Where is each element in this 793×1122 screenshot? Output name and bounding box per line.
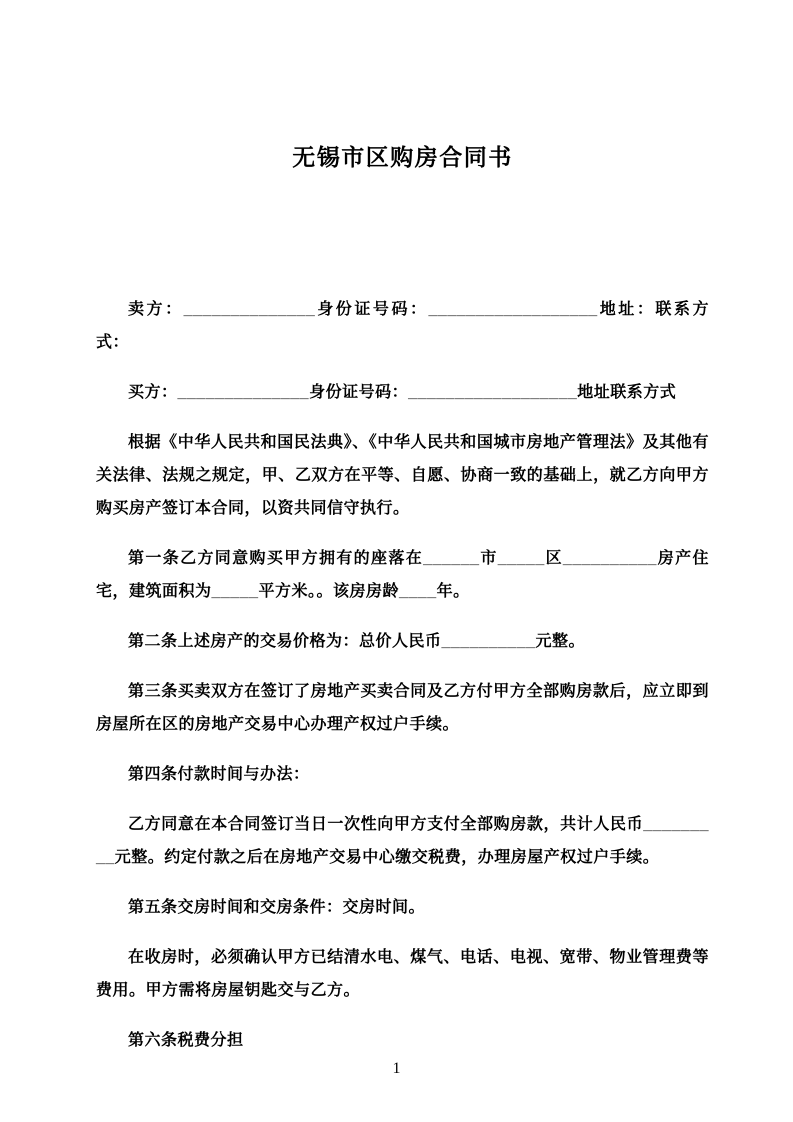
clause-2-paragraph: 第二条上述房产的交易价格为：总价人民币__________元整。 xyxy=(128,633,585,650)
clause-1-paragraph: 第一条乙方同意购买甲方拥有的座落在______市_____区__________房产住宅，建筑面积为_____平方米。。该房房龄____年。 xyxy=(96,550,709,600)
clause-5-handover-paragraph: 在收房时，必须确认甲方已结清水电、煤气、电话、电视、宽带、物业管理费等费用。甲方需将房屋钥匙交与乙方。 xyxy=(96,949,709,999)
clause-4-heading: 第四条付款时间与办法： xyxy=(128,766,310,783)
document-title: 无锡市区购房合同书 xyxy=(292,144,513,170)
clause-4-payment-paragraph: 乙方同意在本合同签订当日一次性向甲方支付全部购房款，共计人民币_________元整。约定付款之后在房地产交易中心缴交税费，办理房屋产权过户手续。 xyxy=(96,816,709,866)
page-number: 1 xyxy=(392,1060,401,1077)
preamble-paragraph: 根据《中华人民共和国民法典》、《中华人民共和国城市房地产管理法》及其他有关法律、法规之规定，甲、乙双方在平等、自愿、协商一致的基础上，就乙方向甲方购买房产签订本合同，以资共同信守执行。 xyxy=(96,434,709,517)
buyer-info-line: 买方：______________身份证号码：__________________地址联系方式 xyxy=(128,384,677,401)
clause-5-heading: 第五条交房时间和交房条件：交房时间。 xyxy=(128,899,426,916)
seller-info-line: 卖方：______________身份证号码：__________________地址：联系方式： xyxy=(96,301,709,351)
clause-6-heading: 第六条税费分担 xyxy=(128,1032,244,1049)
clause-3-paragraph: 第三条买卖双方在签订了房地产买卖合同及乙方付甲方全部购房款后，应立即到房屋所在区的房地产交易中心办理产权过户手续。 xyxy=(96,683,709,733)
